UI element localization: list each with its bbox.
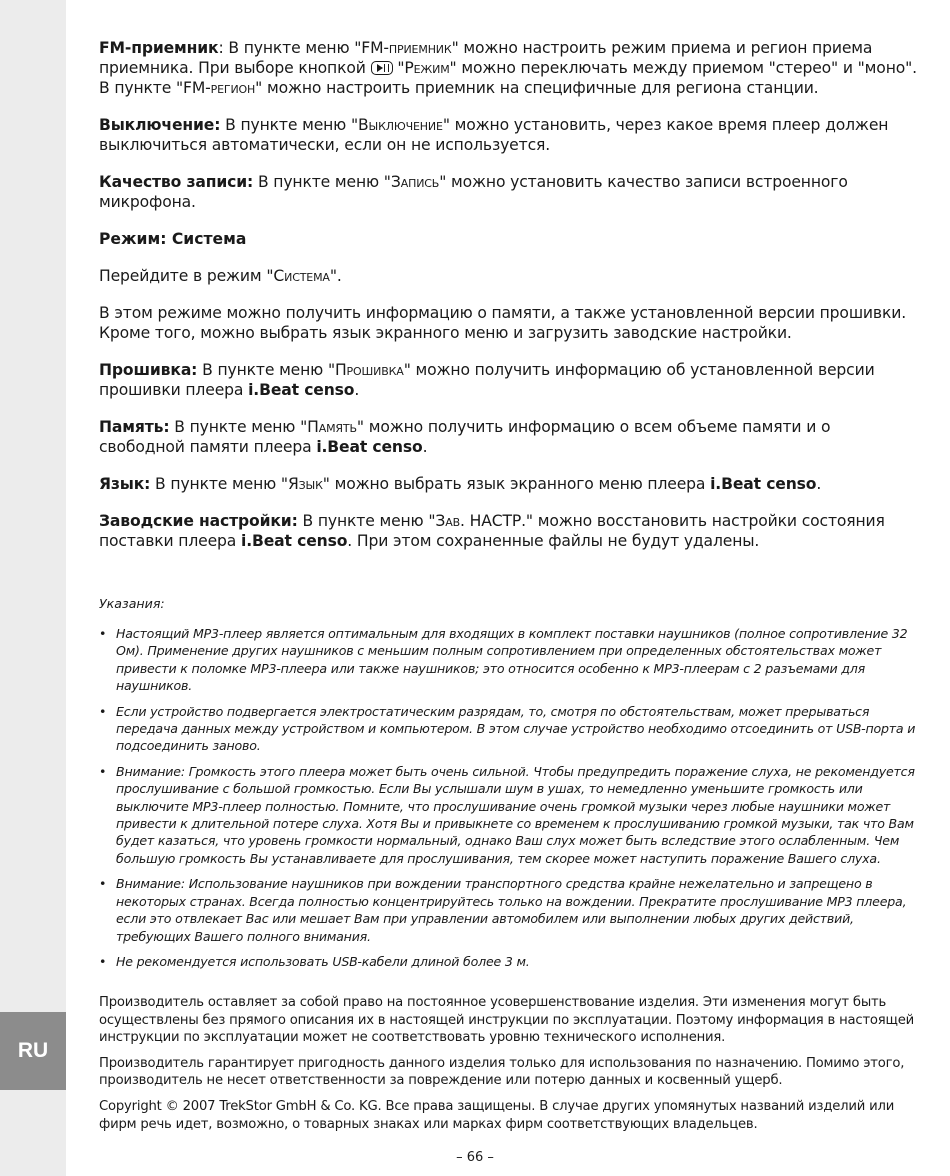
footer-section [99,994,917,1141]
notes-section [99,595,917,978]
footer-paragraph: Производитель гарантирует пригодность данного изделия только для использования по назначению. Помимо этого, производитель не несет ответственности за повреждение или потерю данных и косвенный ущерб. [99,1055,905,1089]
bullet-icon: • [99,953,107,969]
menu-item-name: Режим [404,59,450,77]
menu-item-name: Зав. [435,512,465,530]
copyright-text: Copyright © 2007 TrekStor GmbH & Co. KG. Все права защищены. В случае других упомянутых названий изделий или фирм речь идет, возможно, о товарных знаках или марках фирм соответствующих владельцев. [99,1098,895,1132]
text: НАСТР." можно восстановить настройки состояния поставки плеера [99,512,885,550]
note-text: Настоящий MP3-плеер является оптимальным для входящих в комплект поставки наушников (полное сопротивление 32 Ом). Применение других наушников с меньшим полным сопротивлением при определенных обстоятельствах может привести к поломке MP3-плеера или также наушников; это относится особенно к MP3-плеерам с 2 разъемами для наушников. [116,626,908,694]
paragraph-firmware [99,360,917,400]
paragraph-fm-receiver [99,38,917,98]
text: " можно получить информацию об установленной версии прошивки плеера [99,361,875,399]
paragraph-intro: В этом режиме можно получить информацию о памяти, а также установленной версии прошивки. Кроме того, можно выбрать язык экранного меню и загрузить заводские настройки. [99,304,907,342]
term-record: Качество записи: [99,173,254,191]
product-name: i.Beat censo [316,438,423,456]
note-text: Не рекомендуется использовать USB-кабели длиной более 3 м. [116,953,530,969]
text: В пункте меню " [297,512,436,530]
notes-list [99,625,917,970]
text: . [354,381,360,399]
section-heading: Режим: Система [99,230,247,248]
paragraph-factory-settings [99,511,917,551]
text: В пункте меню " [253,173,391,191]
menu-item-name: FM-регион [183,79,256,97]
menu-item-name: Запись [390,173,440,191]
text: В пункте меню " [169,418,308,436]
left-margin-bar [0,0,66,1176]
notes-title: Указания: [99,596,165,611]
term-fm: FM-приемник [99,39,219,57]
menu-item-name: Язык [287,475,323,493]
play-pause-icon [371,61,393,75]
bullet-icon: • [99,763,107,779]
text: . При этом сохраненные файлы не будут удалены. [347,532,760,550]
paragraph-record-quality [99,172,917,212]
list-item [99,703,917,755]
term-firmware: Прошивка: [99,361,198,379]
paragraph-go-system [99,266,917,286]
menu-item-name: Прошивка [334,361,404,379]
paragraph-power-off [99,115,917,155]
text: " можно переключать между приемом "стерео" и "моно". В пункте " [99,59,917,97]
text: В пункте меню " [220,116,358,134]
text: " можно выбрать язык экранного меню плеера [322,475,711,493]
text: " [392,59,405,77]
text: В пункте меню " [150,475,288,493]
text: " можно установить качество записи встроенного микрофона. [99,173,848,211]
term-language: Язык: [99,475,151,493]
text: " можно настроить приемник на специфичные для региона станции. [255,79,819,97]
note-text: Если устройство подвергается электростатическим разрядам, то, смотря по обстоятельствам, может прерываться передача данных между устройством и компьютером. В этом случае устройство необходимо отсоединить от USB-порта и подсоединить заново. [116,703,916,754]
menu-item-name: Система [273,267,330,285]
bullet-icon: • [99,876,107,892]
list-item [99,953,917,970]
paragraph-memory [99,417,917,457]
product-name: i.Beat censo [241,532,348,550]
term-factory: Заводские настройки: [99,512,298,530]
page-number: – 66 – [456,1150,494,1165]
product-name: i.Beat censo [248,381,355,399]
list-item [99,763,917,867]
product-name: i.Beat censo [710,475,817,493]
text: " можно настроить режим приема и регион приема приемника. При выборе кнопкой [99,39,873,77]
text: В пункте меню " [197,361,335,379]
paragraph-language [99,474,917,494]
language-tab [0,1012,66,1090]
term-power-off: Выключение: [99,116,221,134]
menu-item-name: FM-приемник [361,39,452,57]
text: : В пункте меню " [218,39,362,57]
menu-item-name: Выключение [358,116,443,134]
bullet-icon: • [99,703,107,719]
text: Перейдите в режим " [99,267,274,285]
text: ". [329,267,342,285]
footer-paragraph: Производитель оставляет за собой право на постоянное усовершенствование изделия. Эти изменения могут быть осуществлены без прямого описания их в настоящей инструкции по эксплуатации. Поэтому информация в настоящей инструкции по эксплуатации может не соответствовать уровню технического исполнения. [99,995,915,1046]
bullet-icon: • [99,626,107,641]
menu-item-name: Память [307,418,357,436]
note-text: Внимание: Громкость этого плеера может быть очень сильной. Чтобы предупредить поражение слуха, не рекомендуется прослушивание с большой громкостью. Если Вы услышали шум в ушах, то немедленно уменьшите громкость или выключите MP3-плеер полностью. Помните, что прослушивание очень громкой музыки через любые наушники может привести к длительной потере слуха. Хотя Вы и привыкнете со временем к прослушиванию громкой музыки, так что Вам будет казаться, что уровень громкости нормальный, однако Ваш слух может быть вследствие этого ослабленным. Чем большую громкость Вы устанавливаете для прослушивания, тем скорее может наступить поражение Вашего слуха. [116,763,915,866]
list-item [99,625,917,695]
text: . [422,438,428,456]
term-memory: Память: [99,418,170,436]
note-text: Внимание: Использование наушников при вождении транспортного средства крайне нежелательно и запрещено в некоторых странах. Всегда полностью концентрируйтесь только на вождении. Прекратите прослушивание MP3 плеера, если это отвлекает Вас или мешает Вам при управлении автомобилем или выполнении любых других действий, требующих Вашего полного внимания. [116,876,907,944]
text: " можно получить информацию о всем объеме памяти и о свободной памяти плеера [99,418,831,456]
text: . [816,475,822,493]
list-item [99,875,917,945]
language-tab-label: RU [17,1039,49,1062]
main-content [99,38,917,568]
text: " можно установить, через какое время плеер должен выключиться автоматически, если он не используется. [99,116,889,154]
